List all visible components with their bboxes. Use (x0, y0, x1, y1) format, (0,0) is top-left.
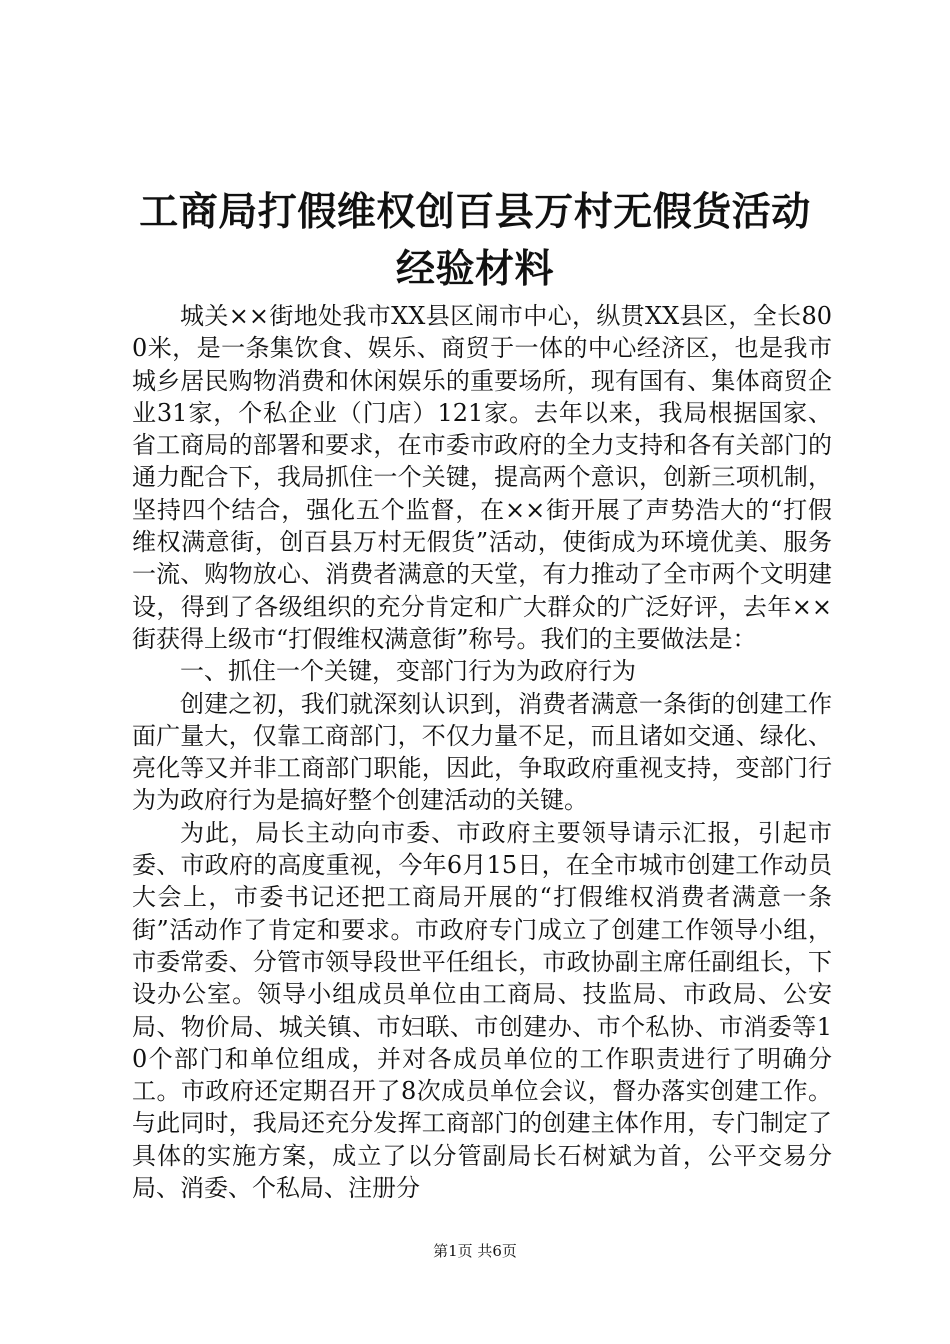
document-title: 工商局打假维权创百县万村无假货活动经验材料 (139, 190, 811, 292)
paragraph-intro: 城关××街地处我市XX县区闹市中心，纵贯XX县区，全长800米，是一条集饮食、娱乐、商贸于一体的中心经济区，也是我市城乡居民购物消费和休闲娱乐的重要场所，现有国有、集体商贸企业31家，个私企业（门店）121家。去年以来，我局根据国家、省工商局的部署和要求，在市委市政府的全力支持和各有关部门的通力配合下，我局抓住一个关键，提高两个意识，创新三项机制，坚持四个结合，强化五个监督，在××街开展了声势浩大的“打假维权满意街，创百县万村无假货”活动，使街成为环境优美、服务一流、购物放心、消费者满意的天堂，有力推动了全市两个文明建设，得到了各级组织的充分肯定和广大群众的广泛好评，去年××街获得上级市“打假维权满意街”称号。我们的主要做法是： (132, 302, 832, 653)
section-heading-1: 一、抓住一个关键，变部门行为为政府行为 (180, 657, 636, 686)
paragraph-creation: 创建之初，我们就深刻认识到，消费者满意一条街的创建工作面广量大，仅靠工商部门，不仅力量不足，而且诸如交通、绿化、亮化等又并非工商部门职能，因此，争取政府重视支持，变部门行为为政府行为是搞好整个创建活动的关键。 (132, 689, 832, 815)
document-body (132, 300, 832, 1204)
page-footer: 第1页 共6页 (433, 1242, 517, 1260)
paragraph-leadership: 为此，局长主动向市委、市政府主要领导请示汇报，引起市委、市政府的高度重视，今年6月15日，在全市城市创建工作动员大会上，市委书记还把工商局开展的“打假维权消费者满意一条街”活动作了肯定和要求。市政府专门成立了创建工作领导小组，市委常委、分管市领导段世平任组长，市政协副主席任副组长，下设办公室。领导小组成员单位由工商局、技监局、市政局、公安局、物价局、城关镇、市妇联、市创建办、市个私协、市消委等10个部门和单位组成，并对各成员单位的工作职责进行了明确分工。市政府还定期召开了8次成员单位会议，督办落实创建工作。与此同时，我局还充分发挥工商部门的创建主体作用，专门制定了具体的实施方案，成立了以分管副局长石树斌为首，公平交易分局、消委、个私局、注册分 (132, 818, 832, 1203)
